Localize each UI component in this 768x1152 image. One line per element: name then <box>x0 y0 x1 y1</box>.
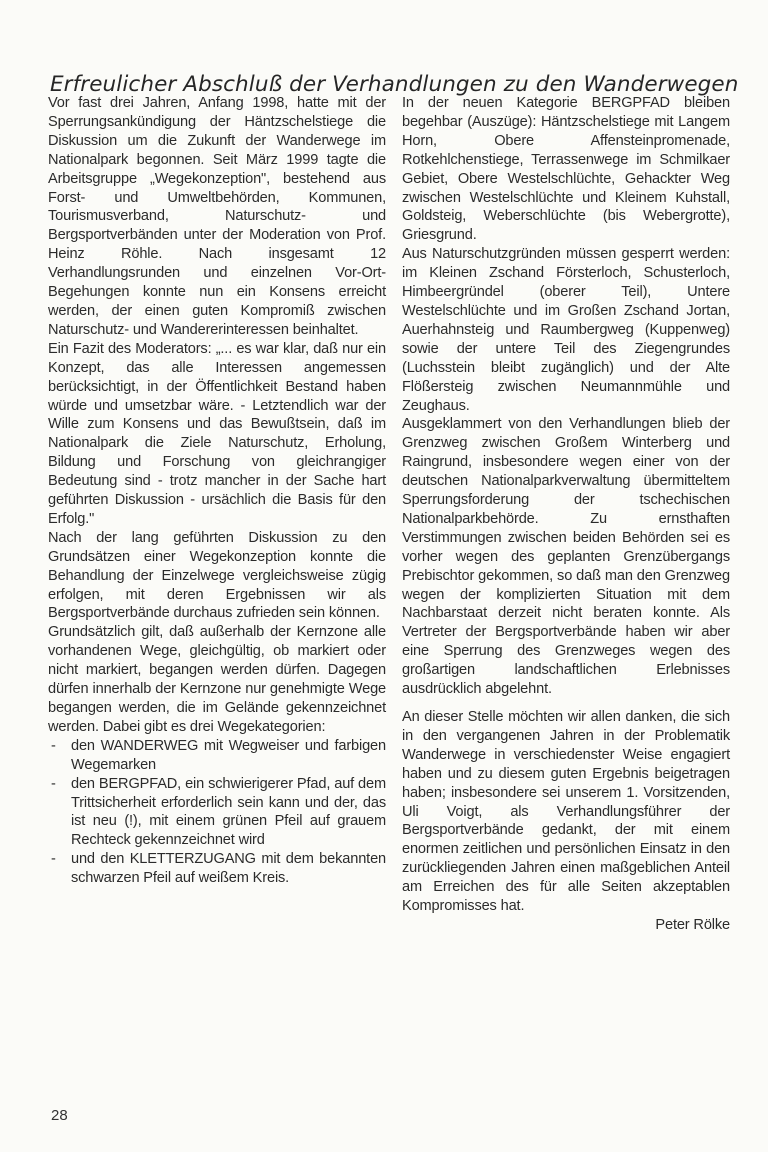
list-item-wanderweg <box>48 737 386 775</box>
list-item-text: den WANDERWEG mit Wegweiser und farbigen Wegemarken <box>71 737 386 773</box>
paragraph-moderator-quote: Ein Fazit des Moderators: „... es war klar, daß nur ein Konzept, das alle Interessen angemessen berücksichtigt, in der Öffentlichkeit Bestand haben würde und umsetzbar wäre. - Letztendlich war der Wille zum Konsens und das Bewußtsein, daß im Nationalpark die Ziele Naturschutz, Erholung, Bildung und Forschung von gleichrangiger Bedeutung sind - trotz mancher in der Sache hart geführten Diskussion - ursächlich die Basis für den Erfolg." <box>48 340 386 527</box>
dash-bullet: - <box>51 851 56 868</box>
dash-bullet: - <box>51 775 56 792</box>
list-item-kletterzugang <box>48 850 386 888</box>
list-item-bergpfad <box>48 775 386 851</box>
paragraph-discussion: Nach der lang geführten Diskussion zu den Grundsätzen einer Wegekonzeption konnte die Behandlung der Einzelwege vergleichsweise zügig erfolgen, mit deren Ergebnissen wir als Bergsportverbände durchaus zufrieden sein können. <box>48 529 386 622</box>
path-category-list <box>48 737 386 888</box>
right-column <box>402 94 730 935</box>
paragraph-principles: Grundsätzlich gilt, daß außerhalb der Kernzone alle vorhandenen Wege, gleichgültig, ob markiert oder nicht markiert, begangen werden dürfen. Dagegen dürfen innerhalb der Kernzone nur genehmigte Wege begangen werden, die im Gelände gekennzeichnet werden. Dabei gibt es drei Wegekategorien: <box>48 624 386 735</box>
list-item-text: und den KLETTERZUGANG mit dem bekannten schwarzen Pfeil auf weißem Kreis. <box>71 851 386 887</box>
dash-bullet: - <box>51 737 56 754</box>
paragraph-intro: Vor fast drei Jahren, Anfang 1998, hatte mit der Sperrungsankündigung der Häntzschelstiege die Diskussion um die Zukunft der Wanderwege im Nationalpark begonnen. Seit März 1999 tagte die Arbeitsgruppe „Wegekonzeption", bestehend aus Forst- und Umweltbehörden, Kommunen, Tourismusverband, Naturschutz- und Bergsportverbänden unter der Moderation von Prof. Heinz Röhle. Nach insgesamt 12 Verhandlungsrunden und einzelnen Vor-Ort-Begehungen konnte nun ein Konsens erreicht werden, der einen guten Kompromiß zwischen Naturschutz- und Wandererinteressen beinhaltet. <box>48 95 386 338</box>
paragraph-grenzweg: Ausgeklammert von den Verhandlungen blieb der Grenzweg zwischen Großem Winterberg und Raingrund, insbesondere wegen einer von der deutschen Nationalparkverwaltung übermitteltem Sperrungsforderung der tschechischen Nationalparkbehörde. Zu ernsthaften Verstimmungen zwischen beiden Behörden sei es vorher wegen des geplanten Grenzübergangs Prebischtor gekommen, so daß man den Grenzweg wegen der komplizierten Situation mit dem Nachbarstaat derzeit nicht beraten konnte. Als Vertreter der Bergsportverbände haben wir aber eine Sperrung des Grenzweges wegen des großartigen landschaftlichen Erlebnisses ausdrücklich abgelehnt. <box>402 416 730 698</box>
paragraph-closed-paths: Aus Naturschutzgründen müssen gesperrt werden: im Kleinen Zschand Försterloch, Schusterloch, Himbeergründel (oberer Teil), Untere Westelschlüchte und im Großen Zschand Jortan, Auerhahnsteig und Raumbergweg (Kuppenweg) sowie der untere Teil des Ziegengrundes (Luchsstein bleibt zugänglich) und der Alte Flößersteig zwischen Neumannmühle und Zeughaus. <box>402 246 730 414</box>
paragraph-thanks: An dieser Stelle möchten wir allen danken, die sich in den vergangenen Jahren in der Problematik Wanderwege in verschiedenster Weise engagiert haben und zu diesem guten Ergebnis beigetragen haben; insbesondere sei unserem 1. Vorsitzenden, Uli Voigt, als Verhandlungsführer der Bergsportverbände gedankt, der mit einem enormen zeitlichen und persönlichen Einsatz in den zurückliegenden Jahren einen maßgeblichen Anteil am Erreichen des für alle Seiten akzeptablen Kompromisses hat. <box>402 709 730 915</box>
list-item-text: den BERGPFAD, ein schwierigerer Pfad, auf dem Trittsicherheit erforderlich sein kann und der, das ist neu (!), mit einem grünen Pfeil auf grauem Rechteck gekennzeichnet wird <box>71 775 386 849</box>
author-signature: Peter Rölke <box>655 916 730 933</box>
paragraph-bergpfad-open: In der neuen Kategorie BERGPFAD bleiben begehbar (Auszüge): Häntzschelstiege mit Langem Horn, Obere Affensteinpromenade, Rotkehlchenstiege, Terrassenwege im Schmilkaer Gebiet, Obere Westelschlüchte, Gehackter Weg zwischen Westelschlüchte und Kleinem Kuhstall, Goldsteig, Weberschlüchte (bis Webergrotte), Griesgrund. <box>402 95 730 244</box>
left-column <box>48 94 386 888</box>
page-number: 28 <box>51 1107 68 1124</box>
article-title: Erfreulicher Abschluß der Verhandlungen zu den Wanderwegen <box>50 72 739 98</box>
